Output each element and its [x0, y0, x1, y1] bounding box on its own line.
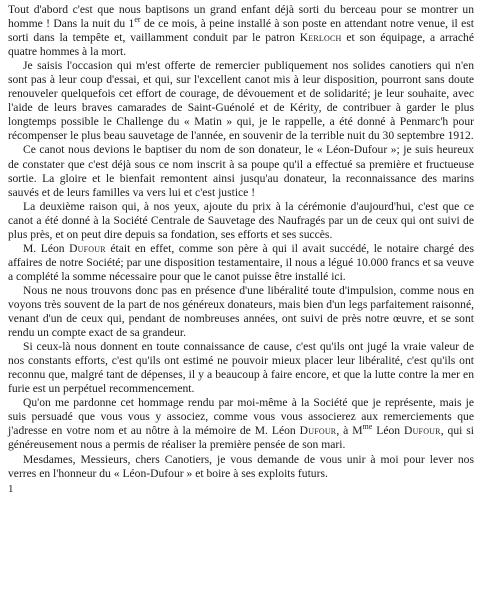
superscript: er [134, 15, 141, 25]
text-run: Ce canot nous devions le baptiser du nom de son donateur, le « Léon-Dufour »; je suis heureux de constater que c'est déjà sous ce nom inscrit à sa poupe qu'il a effectué sa première et fructueuse sortie. La gloire et le bienfait remontent ainsi jusqu'au donateur, la reconnaissance des marins sauvés et de leurs familles va vers lui et c'est justice ! [8, 143, 474, 199]
text-run: Léon [372, 424, 404, 438]
text-run: , à M [336, 424, 363, 438]
text-run: Mesdames, Messieurs, chers Canotiers, je vous demande de vous unir à moi pour lever nos verres en l'honneur du « Léon-Dufour » et boire à ses exploits futurs. [8, 452, 474, 480]
text-run: M. Léon [23, 241, 70, 255]
surname-smallcaps: Dufour [404, 424, 441, 438]
paragraph [8, 200, 474, 242]
surname-smallcaps: Dufour [299, 424, 337, 438]
text-run: Nous ne nous trouvons donc pas en présence d'une libéralité toute d'impulsion, comme nous en voyons très souvent de la part de nos généreux donateurs, mais bien d'un legs parfaitement raisonné, venant d'un de ceux qui, pendant de nombreuses années, ont suivi de près notre œuvre, et se sont rendu un compte exact de sa grandeur. [8, 283, 474, 340]
text-run: Si ceux-là nous donnent en toute connaissance de cause, c'est qu'ils ont jugé la vraie valeur de nos constants efforts, c'est qu'ils ont estimé ne pouvoir mieux placer leur libéralité, c'est qu'ils ont reconnu que, malgré tant de dépenses, il y a beaucoup à faire encore, et que la lutte contre la mer en furie est un perpétuel recommencement. [8, 340, 474, 396]
surname-smallcaps: Kerloch [299, 31, 342, 45]
paragraph [8, 340, 474, 396]
superscript: me [362, 422, 373, 432]
paragraph [8, 3, 474, 59]
page-folio: 1 [8, 482, 14, 495]
text-run: était en effet, comme son père à qui il avait succédé, le notaire chargé des affaires de notre Société; par une disposition testamentaire, il nous a légué 10.000 francs et sa veuve a complété la somme nécessaire pour que le canot puisse être installé ici. [8, 241, 474, 283]
text-run: La deuxième raison qui, à nos yeux, ajoute du prix à la cérémonie d'aujourd'hui, c'est que ce canot a été donné à la Société Centrale de Sauvetage des Naufragés par un de ceux qui ont suivi de plus près, et on peut dire depuis sa fondation, ses efforts et ses succès. [8, 199, 474, 241]
paragraph [8, 396, 474, 452]
paragraph [8, 59, 474, 143]
text-run: Qu'on me pardonne cet hommage rendu par moi-même à la Société que je représente, mais je suis persuadé que vous vous y associez, comme vous vous associerez aux remerciements que j'adresse en votre nom et au nôtre à la mémoire de M. Léon [8, 396, 474, 438]
text-run: , qui si généreusement nous a permis de réaliser la première pensée de son mari. [8, 424, 474, 452]
surname-smallcaps: Dufour [69, 241, 106, 255]
text-run: Tout d'abord c'est que nous baptisons un grand enfant déjà sorti du berceau pour se montrer un homme ! Dans la nuit du 1 [8, 3, 474, 31]
body-text [8, 3, 474, 481]
paragraph [8, 284, 474, 340]
text-run: et son équipage, a arraché quatre hommes à la mort. [8, 31, 474, 59]
text-run: de ce mois, à peine installé à son poste en attendant notre venue, il est sorti dans la tempête et, vaillamment conduit par le patron [8, 17, 474, 45]
text-run: Je saisis l'occasion qui m'est offerte de remercier publiquement nos solides canotiers qui n'en sont pas à leur coup d'essai, et qui, sur l'excellent canot mis à leur disposition, pourront sans doute renouveler quelquefois cet effort de courage, de dévouement et de solidarité; je leur souhaite, avec l'aide de leurs braves camarades de Saint-Guénolé et de Kérity, de contribuer à garder le plus longtemps possible le Challenge du « Matin » qui, je le rappelle, a été donné à Penmarc'h pour récompenser le plus beau sauvetage de l'année, en souvenir de la terrible nuit du 30 septembre 1912. [8, 59, 474, 143]
paragraph [8, 453, 474, 481]
paragraph [8, 242, 474, 284]
paragraph [8, 143, 474, 199]
